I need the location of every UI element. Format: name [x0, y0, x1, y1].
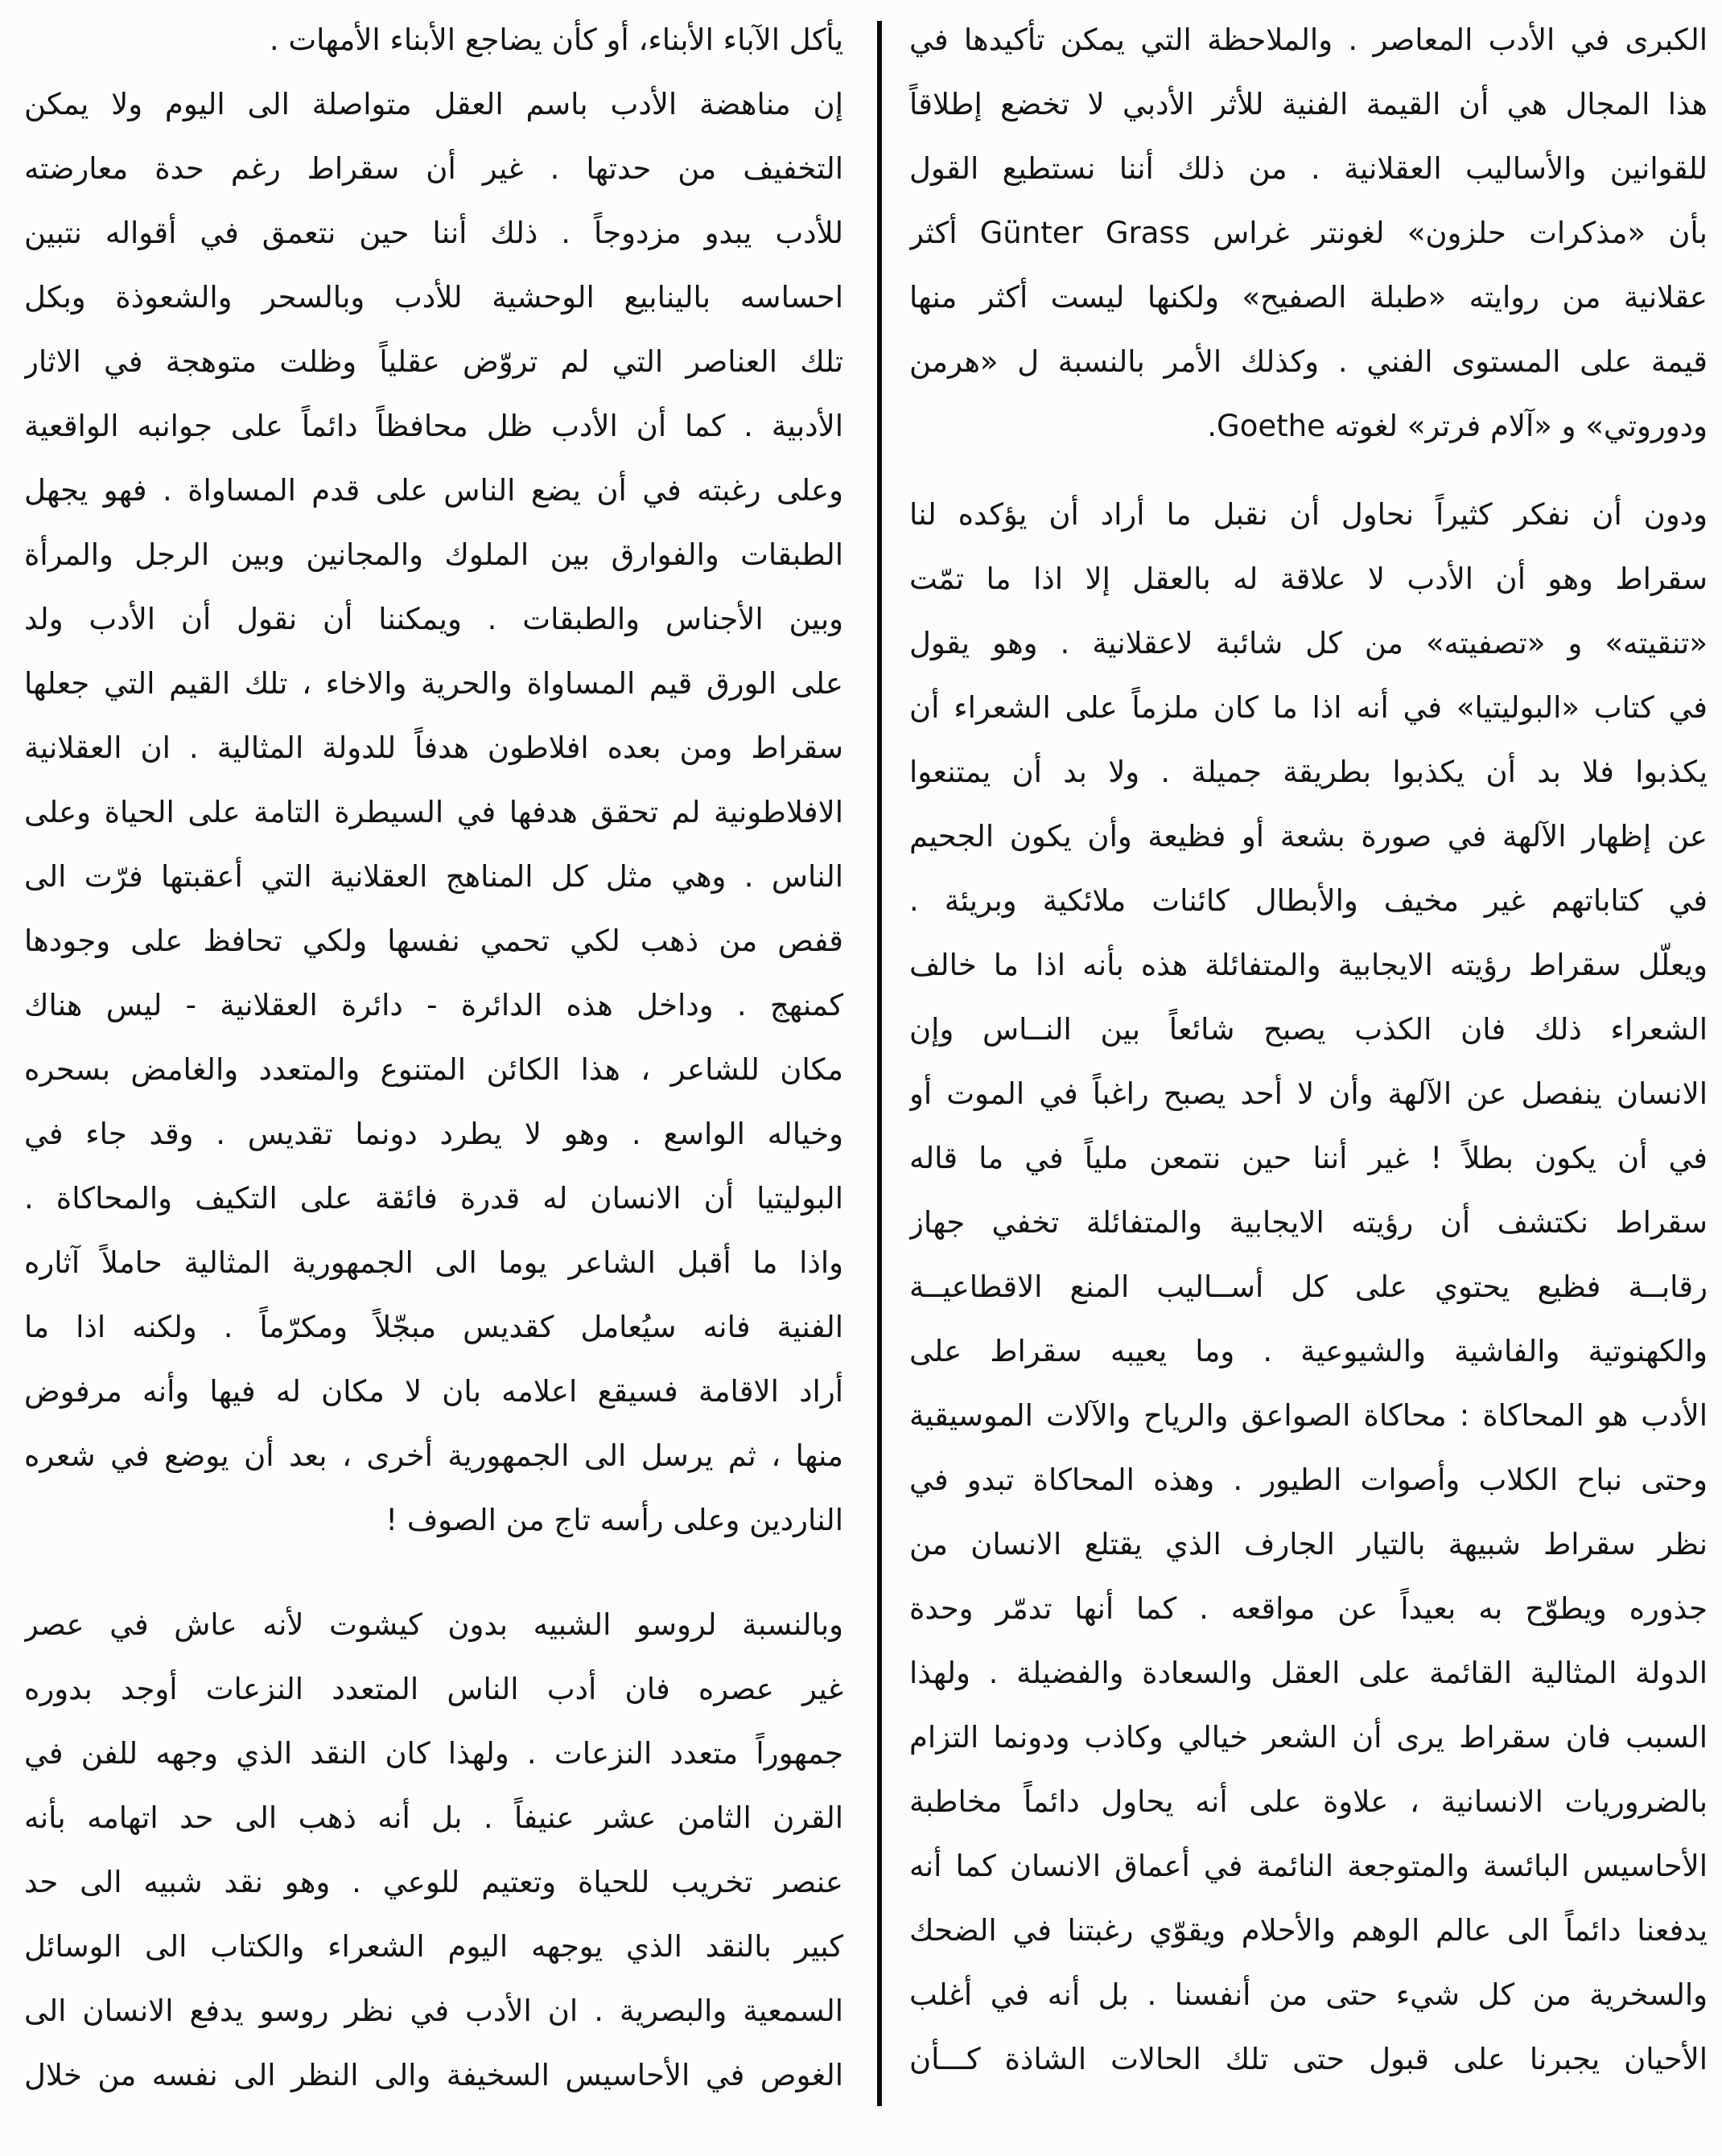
text-line: والسخرية من كل شيء حتى من أنفسنا . بل أنه في أغلب	[909, 1977, 1708, 2012]
text-line: بالضروريات الانسانية ، علاوة على أنه يحاول دائماً مخاطبة	[909, 1784, 1708, 1819]
paragraph	[24, 8, 843, 72]
text-line: بأن «مذكرات حلزون» لغونتر غراس Günter Grass أكثر	[909, 216, 1708, 250]
paragraph	[909, 8, 1708, 459]
text-line: الغوص في الأحاسيس السخيفة والى النظر الى نفسه من خلال	[24, 2058, 843, 2092]
text-line: «تنقيته» و «تصفيته» من كل شائبة لاعقلانية . وهو يقول	[909, 626, 1708, 660]
text-line: وبالنسبة لروسو الشبيه بدون كيشوت لأنه عاش في عصر	[24, 1607, 843, 1642]
text-line: تلك العناصر التي لم تروّض عقلياً وظلت متوهجة في الاثار	[24, 344, 843, 379]
text-line: وبين الأجناس والطبقات . ويمكننا أن نقول أن الأدب ولد	[24, 602, 843, 636]
text-line: عقلانية من روايته «طبلة الصفيح» ولكنها ليست أكثر منها	[909, 280, 1708, 315]
text-line: إن مناهضة الأدب باسم العقل متواصلة الى اليوم ولا يمكن	[24, 87, 843, 121]
text-line: أراد الاقامة فسيقع اعلامه بان لا مكان له فيها وأنه مرفوض	[24, 1374, 843, 1409]
text-line: التخفيف من حدتها . غير أن سقراط رغم حدة معارضته	[24, 151, 843, 186]
text-line: نظر سقراط شبيهة بالتيار الجارف الذي يقتلع الانسان من	[909, 1527, 1708, 1561]
text-line: يدفعنا دائماً الى عالم الوهم والأحلام ويقوّي رغبتنا في الضحك	[909, 1913, 1708, 1948]
text-line: الانسان ينفصل عن الآلهة وأن لا أحد يصبح راغباً في الموت أو	[909, 1076, 1708, 1111]
text-line: في كتاب «البوليتيا» في أنه اذا ما كان ملزماً على الشعراء أن	[909, 690, 1708, 725]
text-line: الأدبية . كما أن الأدب ظل محافظاً دائماً على جوانبه الواقعية	[24, 409, 843, 443]
text-line: واذا ما أقبل الشاعر يوما الى الجمهورية المثالية حاملاً آثاره	[24, 1245, 843, 1280]
text-line: وعلى رغبته في أن يضع الناس على قدم المساواة . فهو يجهل	[24, 473, 843, 508]
text-line: القرن الثامن عشر عنيفاً . بل أنه ذهب الى حد اتهامه بأنه	[24, 1800, 843, 1835]
text-line: قفص من ذهب لكي تحمي نفسها ولكي تحافظ على وجودها	[24, 924, 843, 958]
text-line: سقراط نكتشف أن رؤيته الايجابية والمتفائلة تخفي جهاز	[909, 1205, 1708, 1240]
text-line: الأحاسيس البائسة والمتوجعة النائمة في أعماق الانسان كما أنه	[909, 1849, 1708, 1883]
text-line: غير عصره فان أدب الناس المتعدد النزعات أوجد بدوره	[24, 1672, 843, 1706]
text-line: ويعلّل سقراط رؤيته الايجابية والمتفائلة هذه بأنه اذا ما خالف	[909, 948, 1708, 982]
text-line: مكان للشاعر ، هذا الكائن المتنوع والمتعدد والغامض بسحره	[24, 1052, 843, 1087]
column-right	[909, 8, 1708, 2092]
text-line: جذوره ويطوّح به بعيداً عن مواقعه . كما أنها تدمّر وحدة	[909, 1591, 1708, 1626]
text-line: يكذبوا فلا بد أن يكذبوا بطريقة جميلة . ولا بد أن يمتنعوا	[909, 755, 1708, 789]
text-line: عن إظهار الآلهة في صورة بشعة أو فظيعة وأن يكون الجحيم	[909, 819, 1708, 854]
text-line: الناس . وهي مثل كل المناهج العقلانية التي أعقبتها فرّت الى	[24, 859, 843, 894]
text-line: قيمة على المستوى الفني . وكذلك الأمر بالنسبة ل «هرمن	[909, 344, 1708, 379]
paragraph	[24, 72, 843, 1553]
text-line: الناردين وعلى رأسه تاج من الصوف !	[385, 1503, 843, 1537]
text-line: سقراط ومن بعده افلاطون هدفاً للدولة المثالية . ان العقلانية	[24, 730, 843, 765]
text-line: للأدب يبدو مزدوجاً . ذلك أننا حين نتعمق في أقواله نتبين	[24, 216, 843, 250]
text-line: ودون أن نفكر كثيراً نحاول أن نقبل ما أراد أن يؤكده لنا	[909, 497, 1708, 532]
text-line: الأدب هو المحاكاة : محاكاة الصواعق والرياح والآلات الموسيقية	[909, 1398, 1708, 1433]
text-line: الشعراء ذلك فان الكذب يصبح شائعاً بين النــاس وإن	[909, 1012, 1708, 1047]
text-line: كبير بالنقد الذي يوجهه اليوم الشعراء والكتاب الى الوسائل	[24, 1929, 843, 1964]
paragraph	[909, 483, 1708, 2092]
text-line: احساسه بالينابيع الوحشية للأدب وبالسحر والشعوذة وبكل	[24, 280, 843, 315]
text-line: الافلاطونية لم تحقق هدفها في السيطرة التامة على الحياة وعلى	[24, 795, 843, 829]
text-line: الفنية فانه سيُعامل كقديس مبجّلاً ومكرّماً . ولكنه اذا ما	[24, 1310, 843, 1344]
text-line: يأكل الآباء الأبناء، أو كأن يضاجع الأبناء الأمهات .	[269, 23, 843, 57]
text-line: على الورق قيم المساواة والحرية والاخاء ، تلك القيم التي جعلها	[24, 666, 843, 701]
text-line: منها ، ثم يرسل الى الجمهورية أخرى ، بعد أن يوضع في شعره	[24, 1438, 843, 1473]
text-line: وخياله الواسع . وهو لا يطرد دونما تقديس . وقد جاء في	[24, 1117, 843, 1151]
text-line: السمعية والبصرية . ان الأدب في نظر روسو يدفع الانسان الى	[24, 1993, 843, 2028]
text-line: في كتاباتهم غير مخيف والأبطال كائنات ملائكية وبريئة .	[909, 883, 1708, 918]
text-line: عنصر تخريب للحياة وتعتيم للوعي . وهو نقد شبيه الى حد	[24, 1865, 843, 1899]
text-line: سقراط وهو أن الأدب لا علاقة له بالعقل إلا اذا ما تمّت	[909, 562, 1708, 596]
text-line: للقوانين والأساليب العقلانية . من ذلك أننا نستطيع القول	[909, 151, 1708, 186]
text-line: الكبرى في الأدب المعاصر . والملاحظة التي يمكن تأكيدها في	[909, 23, 1708, 57]
column-left	[24, 8, 843, 2108]
text-line: في أن يكون بطلاً ! غير أننا حين نتمعن ملياً في ما قاله	[909, 1141, 1708, 1175]
text-line: الأحيان يجبرنا على قبول حتى تلك الحالات الشاذة كـــأن	[909, 2042, 1708, 2076]
column-divider-rule	[877, 21, 882, 2106]
text-line: البوليتيا أن الانسان له قدرة فائقة على التكيف والمحاكاة .	[24, 1181, 843, 1216]
text-line: جمهوراً متعدد النزعات . ولهذا كان النقد الذي وجهه للفن في	[24, 1736, 843, 1771]
text-line: هذا المجال هي أن القيمة الفنية للأثر الأدبي لا تخضع إطلاقاً	[909, 87, 1708, 121]
text-line: كمنهج . وداخل هذه الدائرة - دائرة العقلانية - ليس هناك	[24, 988, 843, 1022]
text-line: وحتى نباح الكلاب وأصوات الطيور . وهذه المحاكاة تبدو في	[909, 1463, 1708, 1497]
text-line: والكهنوتية والفاشية والشيوعية . وما يعيبه سقراط على	[909, 1334, 1708, 1368]
text-line: السبب فان سقراط يرى أن الشعر خيالي وكاذب ودونما التزام	[909, 1720, 1708, 1755]
text-line: رقابــة فظيع يحتوي على كل أســاليب المنع الاقطاعيــة	[909, 1269, 1708, 1304]
text-line: الدولة المثالية القائمة على العقل والسعادة والفضيلة . ولهذا	[909, 1656, 1708, 1690]
paragraph	[24, 1593, 843, 2108]
text-line: ودوروتي» و «آلام فرتر» لغوته Goethe.	[1207, 409, 1708, 443]
text-line: الطبقات والفوارق بين الملوك والمجانين وبين الرجل والمرأة	[24, 537, 843, 572]
